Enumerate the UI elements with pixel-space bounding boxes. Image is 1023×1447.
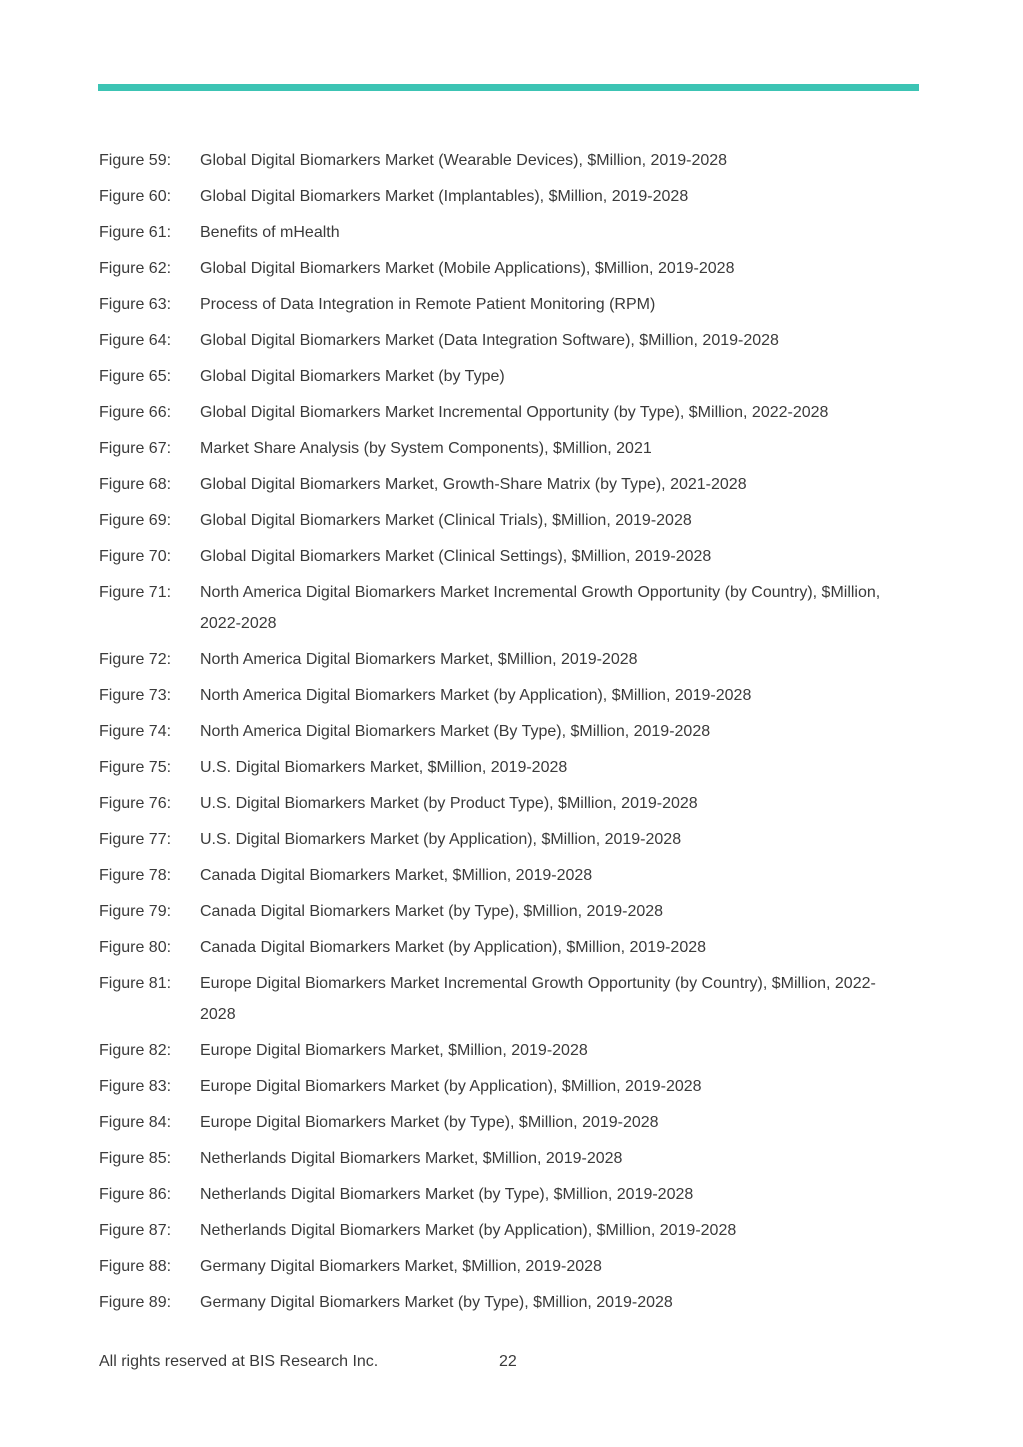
figure-entry [99,896,899,927]
figure-entry [99,469,899,500]
figure-entry [99,752,899,783]
figure-label: Figure 70: [99,548,172,565]
figure-entry [99,433,899,464]
header-accent-rule [98,84,919,91]
figure-label: Figure 74: [99,723,172,740]
footer-copyright: All rights reserved at BIS Research Inc. [99,1353,379,1370]
figure-entry [99,644,899,675]
figure-title: North America Digital Biomarkers Market (By Type), $Million, 2019-2028 [200,723,711,740]
figure-label: Figure 64: [99,332,172,349]
figure-label: Figure 78: [99,867,172,884]
figure-title: Germany Digital Biomarkers Market, $Million, 2019-2028 [200,1258,602,1275]
figure-label: Figure 65: [99,368,172,385]
figure-label: Figure 83: [99,1078,172,1095]
figure-entry [99,217,899,248]
figure-title: Europe Digital Biomarkers Market (by Type), $Million, 2019-2028 [200,1114,659,1131]
figure-title: Netherlands Digital Biomarkers Market (by Type), $Million, 2019-2028 [200,1186,694,1203]
figure-label: Figure 77: [99,831,172,848]
figure-entry [99,1179,899,1210]
figure-entry [99,289,899,320]
figure-title: Europe Digital Biomarkers Market Incremental Growth Opportunity (by Country), $Million, 2022-2028 [200,975,876,1023]
figure-title: Netherlands Digital Biomarkers Market (by Application), $Million, 2019-2028 [200,1222,737,1239]
figure-label: Figure 69: [99,512,172,529]
figure-label: Figure 68: [99,476,172,493]
figure-label: Figure 67: [99,440,172,457]
figure-entry [99,577,899,639]
figure-label: Figure 60: [99,188,172,205]
figure-label: Figure 79: [99,903,172,920]
figure-entry [99,541,899,572]
figure-label: Figure 59: [99,152,172,169]
figure-title: Global Digital Biomarkers Market (Clinical Trials), $Million, 2019-2028 [200,512,692,529]
figure-entry [99,1107,899,1138]
figure-label: Figure 88: [99,1258,172,1275]
figure-title: Process of Data Integration in Remote Patient Monitoring (RPM) [200,296,656,313]
figure-entry [99,716,899,747]
list-of-figures [99,145,899,1323]
figure-label: Figure 86: [99,1186,172,1203]
figure-entry [99,1251,899,1282]
figure-title: Global Digital Biomarkers Market (Implantables), $Million, 2019-2028 [200,188,689,205]
figure-label: Figure 61: [99,224,172,241]
figure-entry [99,1035,899,1066]
figure-entry [99,145,899,176]
figure-title: Netherlands Digital Biomarkers Market, $Million, 2019-2028 [200,1150,623,1167]
figure-label: Figure 73: [99,687,172,704]
page-number: 22 [499,1353,517,1370]
figure-title: U.S. Digital Biomarkers Market (by Application), $Million, 2019-2028 [200,831,682,848]
figure-entry [99,788,899,819]
figure-title: Germany Digital Biomarkers Market (by Type), $Million, 2019-2028 [200,1294,673,1311]
figure-title: Global Digital Biomarkers Market Incremental Opportunity (by Type), $Million, 2022-2028 [200,404,829,421]
figure-title: Global Digital Biomarkers Market (Wearable Devices), $Million, 2019-2028 [200,152,728,169]
figure-entry [99,181,899,212]
figure-title: U.S. Digital Biomarkers Market (by Product Type), $Million, 2019-2028 [200,795,698,812]
figure-label: Figure 72: [99,651,172,668]
figure-entry [99,1143,899,1174]
figure-entry [99,824,899,855]
figure-entry [99,680,899,711]
figure-entry [99,968,899,1030]
figure-label: Figure 89: [99,1294,172,1311]
figure-title: Canada Digital Biomarkers Market, $Million, 2019-2028 [200,867,593,884]
figure-title: North America Digital Biomarkers Market (by Application), $Million, 2019-2028 [200,687,752,704]
figure-title: Europe Digital Biomarkers Market (by Application), $Million, 2019-2028 [200,1078,702,1095]
figure-title: Global Digital Biomarkers Market, Growth-Share Matrix (by Type), 2021-2028 [200,476,747,493]
figure-label: Figure 66: [99,404,172,421]
figure-title: Global Digital Biomarkers Market (Mobile Applications), $Million, 2019-2028 [200,260,735,277]
figure-entry [99,397,899,428]
figure-label: Figure 87: [99,1222,172,1239]
figure-label: Figure 85: [99,1150,172,1167]
figure-title: Market Share Analysis (by System Components), $Million, 2021 [200,440,652,457]
figure-title: North America Digital Biomarkers Market, $Million, 2019-2028 [200,651,638,668]
figure-entry [99,505,899,536]
figure-title: Canada Digital Biomarkers Market (by Type), $Million, 2019-2028 [200,903,664,920]
figure-entry [99,1071,899,1102]
figure-label: Figure 75: [99,759,172,776]
figure-title: Global Digital Biomarkers Market (Clinical Settings), $Million, 2019-2028 [200,548,712,565]
figure-label: Figure 80: [99,939,172,956]
figure-title: Benefits of mHealth [200,224,340,241]
figure-entry [99,361,899,392]
figure-title: Global Digital Biomarkers Market (Data Integration Software), $Million, 2019-2028 [200,332,779,349]
figure-label: Figure 84: [99,1114,172,1131]
figure-title: Europe Digital Biomarkers Market, $Million, 2019-2028 [200,1042,588,1059]
figure-entry [99,1215,899,1246]
figure-label: Figure 81: [99,975,172,992]
figure-label: Figure 76: [99,795,172,812]
figure-label: Figure 82: [99,1042,172,1059]
figure-label: Figure 62: [99,260,172,277]
figure-entry [99,325,899,356]
figure-title: Global Digital Biomarkers Market (by Type) [200,368,505,385]
figure-title: Canada Digital Biomarkers Market (by Application), $Million, 2019-2028 [200,939,707,956]
figure-entry [99,932,899,963]
figure-entry [99,860,899,891]
figure-title: U.S. Digital Biomarkers Market, $Million, 2019-2028 [200,759,568,776]
figure-label: Figure 63: [99,296,172,313]
figure-title: North America Digital Biomarkers Market Incremental Growth Opportunity (by Country), $Million, 2022-2028 [200,584,881,632]
figure-entry [99,253,899,284]
figure-label: Figure 71: [99,584,172,601]
figure-entry [99,1287,899,1318]
